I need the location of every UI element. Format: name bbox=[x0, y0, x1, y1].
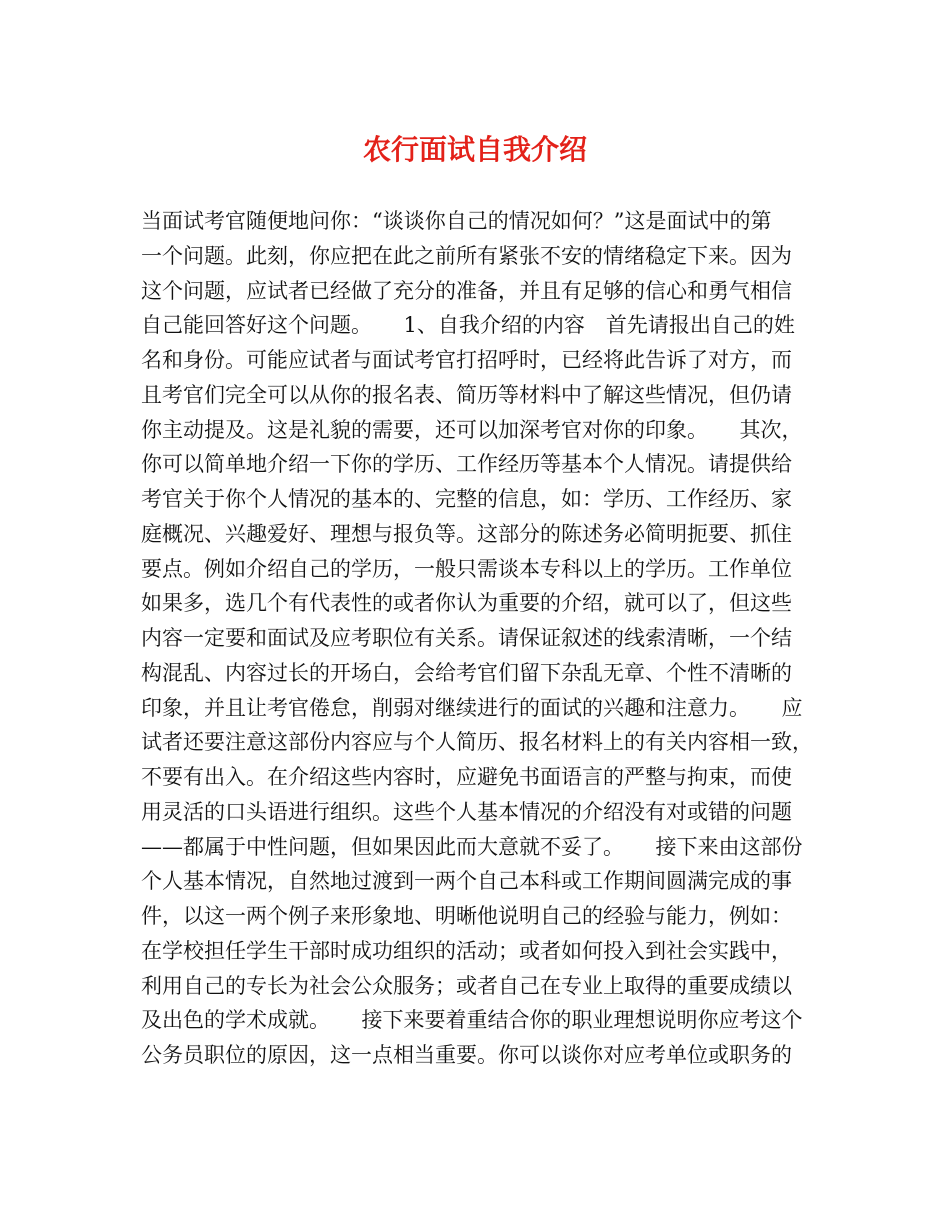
text-line: 构混乱、内容过长的开场白，会给考官们留下杂乱无章、个性不清晰的 bbox=[141, 660, 792, 685]
text-line: 内容一定要和面试及应考职位有关系。请保证叙述的线索清晰，一个结 bbox=[141, 626, 792, 650]
text-line: 用灵活的口头语进行组织。这些个人基本情况的介绍没有对或错的问题 bbox=[141, 799, 792, 824]
text-line: 不要有出入。在介绍这些内容时，应避免书面语言的严整与拘束，而使 bbox=[141, 765, 792, 789]
text-line: 当面试考官随便地问你：“谈谈你自己的情况如何？”这是面试中的第 bbox=[141, 209, 772, 233]
text-line: 名和身份。可能应试者与面试考官打招呼时，已经将此告诉了对方，而 bbox=[141, 348, 792, 372]
text-line: 试者还要注意这部份内容应与个人简历、报名材料上的有关内容相一致， bbox=[141, 730, 813, 755]
text-line: 考官关于你个人情况的基本的、完整的信息，如：学历、工作经历、家 bbox=[141, 487, 792, 511]
text-line: 在学校担任学生干部时成功组织的活动；或者如何投入到社会实践中， bbox=[141, 938, 792, 963]
text-line: 利用自己的专长为社会公众服务；或者自己在专业上取得的重要成绩以 bbox=[141, 973, 792, 998]
text-line: 及出色的学术成就。 接下来要着重结合你的职业理想说明你应考这个 bbox=[141, 1008, 803, 1033]
page-title: 农行面试自我介绍 bbox=[362, 133, 587, 166]
text-line: 如果多，选几个有代表性的或者你认为重要的介绍，就可以了，但这些 bbox=[141, 591, 792, 616]
text-line: 这个问题，应试者已经做了充分的准备，并且有足够的信心和勇气相信 bbox=[141, 278, 792, 303]
text-line: 且考官们完全可以从你的报名表、简历等材料中了解这些情况，但仍请 bbox=[141, 382, 792, 407]
text-line: 你主动提及。这是礼貌的需要，还可以加深考官对你的印象。 其次， bbox=[141, 417, 803, 442]
text-line: 一个问题。此刻，你应把在此之前所有紧张不安的情绪稳定下来。因为 bbox=[141, 243, 792, 268]
text-line: 公务员职位的原因，这一点相当重要。你可以谈你对应考单位或职务的 bbox=[141, 1043, 792, 1067]
body-text bbox=[141, 204, 831, 1073]
text-line: 个人基本情况，自然地过渡到一两个自己本科或工作期间圆满完成的事 bbox=[141, 869, 792, 894]
text-line: 件，以这一两个例子来形象地、明晰他说明自己的经验与能力，例如： bbox=[141, 904, 792, 928]
text-line: 印象，并且让考官倦怠，削弱对继续进行的面试的兴趣和注意力。 应 bbox=[141, 695, 803, 720]
text-line: ——都属于中性问题，但如果因此而大意就不妥了。 接下来由这部份 bbox=[141, 834, 803, 859]
text-line: 庭概况、兴趣爱好、理想与报负等。这部分的陈述务必简明扼要、抓住 bbox=[141, 521, 792, 546]
text-line: 你可以简单地介绍一下你的学历、工作经历等基本个人情况。请提供给 bbox=[141, 452, 792, 477]
text-line: 要点。例如介绍自己的学历，一般只需谈本专科以上的学历。工作单位 bbox=[141, 556, 792, 581]
text-line: 自己能回答好这个问题。 1、自我介绍的内容 首先请报出自己的姓 bbox=[141, 313, 795, 338]
